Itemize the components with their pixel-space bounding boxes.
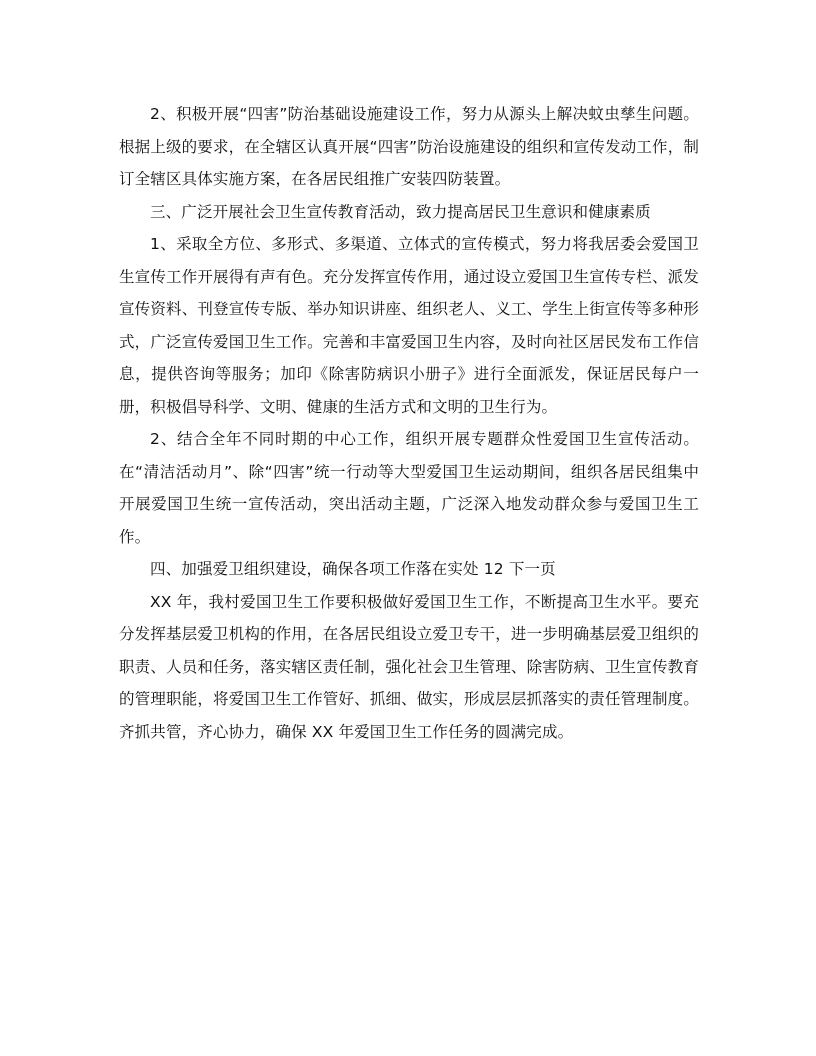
document-body (119, 98, 699, 748)
paragraph-pest-control-facilities: 2、积极开展“四害”防治基础设施建设工作，努力从源头上解决蚊虫孳生问题。根据上级的要求，在全辖区认真开展“四害”防治设施建设的组织和宣传发动工作，制订全辖区具体实施方案，在各居民组推广安装四防装置。 (119, 105, 699, 188)
paragraph-annual-goals: XX 年，我村爱国卫生工作要积极做好爱国卫生工作，不断提高卫生水平。要充分发挥基层爱卫机构的作用，在各居民组设立爱卫专干，进一步明确基层爱卫组织的职责、人员和任务，落实辖区责任制，强化社会卫生管理、除害防病、卫生宣传教育的管理职能，将爱国卫生工作管好、抓细、做实，形成层层抓落实的责任管理制度。齐抓共管，齐心协力，确保 XX 年爱国卫生工作任务的圆满完成。 (119, 592, 699, 741)
section-heading-health-education: 三、广泛开展社会卫生宣传教育活动，致力提高居民卫生意识和健康素质 (150, 202, 651, 221)
section-heading-organization: 四、加强爱卫组织建设，确保各项工作落在实处 12 下一页 (150, 560, 556, 578)
paragraph-publicity-model: 1、采取全方位、多形式、多渠道、立体式的宣传模式，努力将我居委会爱国卫生宣传工作开展得有声有色。充分发挥宣传作用，通过设立爱国卫生宣传专栏、派发宣传资料、刊登宣传专版、举办知识讲座、组织老人、义工、学生上街宣传等多种形式，广泛宣传爱国卫生工作。完善和丰富爱国卫生内容，及时向社区居民发布工作信息，提供咨询等服务；加印《除害防病识小册子》进行全面派发，保证居民每户一册，积极倡导科学、文明、健康的生活方式和文明的卫生行为。 (119, 235, 699, 416)
paragraph-themed-campaigns: 2、结合全年不同时期的中心工作，组织开展专题群众性爱国卫生宣传活动。在“清洁活动月”、除“四害”统一行动等大型爱国卫生运动期间，组织各居民组集中开展爱国卫生统一宣传活动，突出活动主题，广泛深入地发动群众参与爱国卫生工作。 (119, 430, 699, 546)
